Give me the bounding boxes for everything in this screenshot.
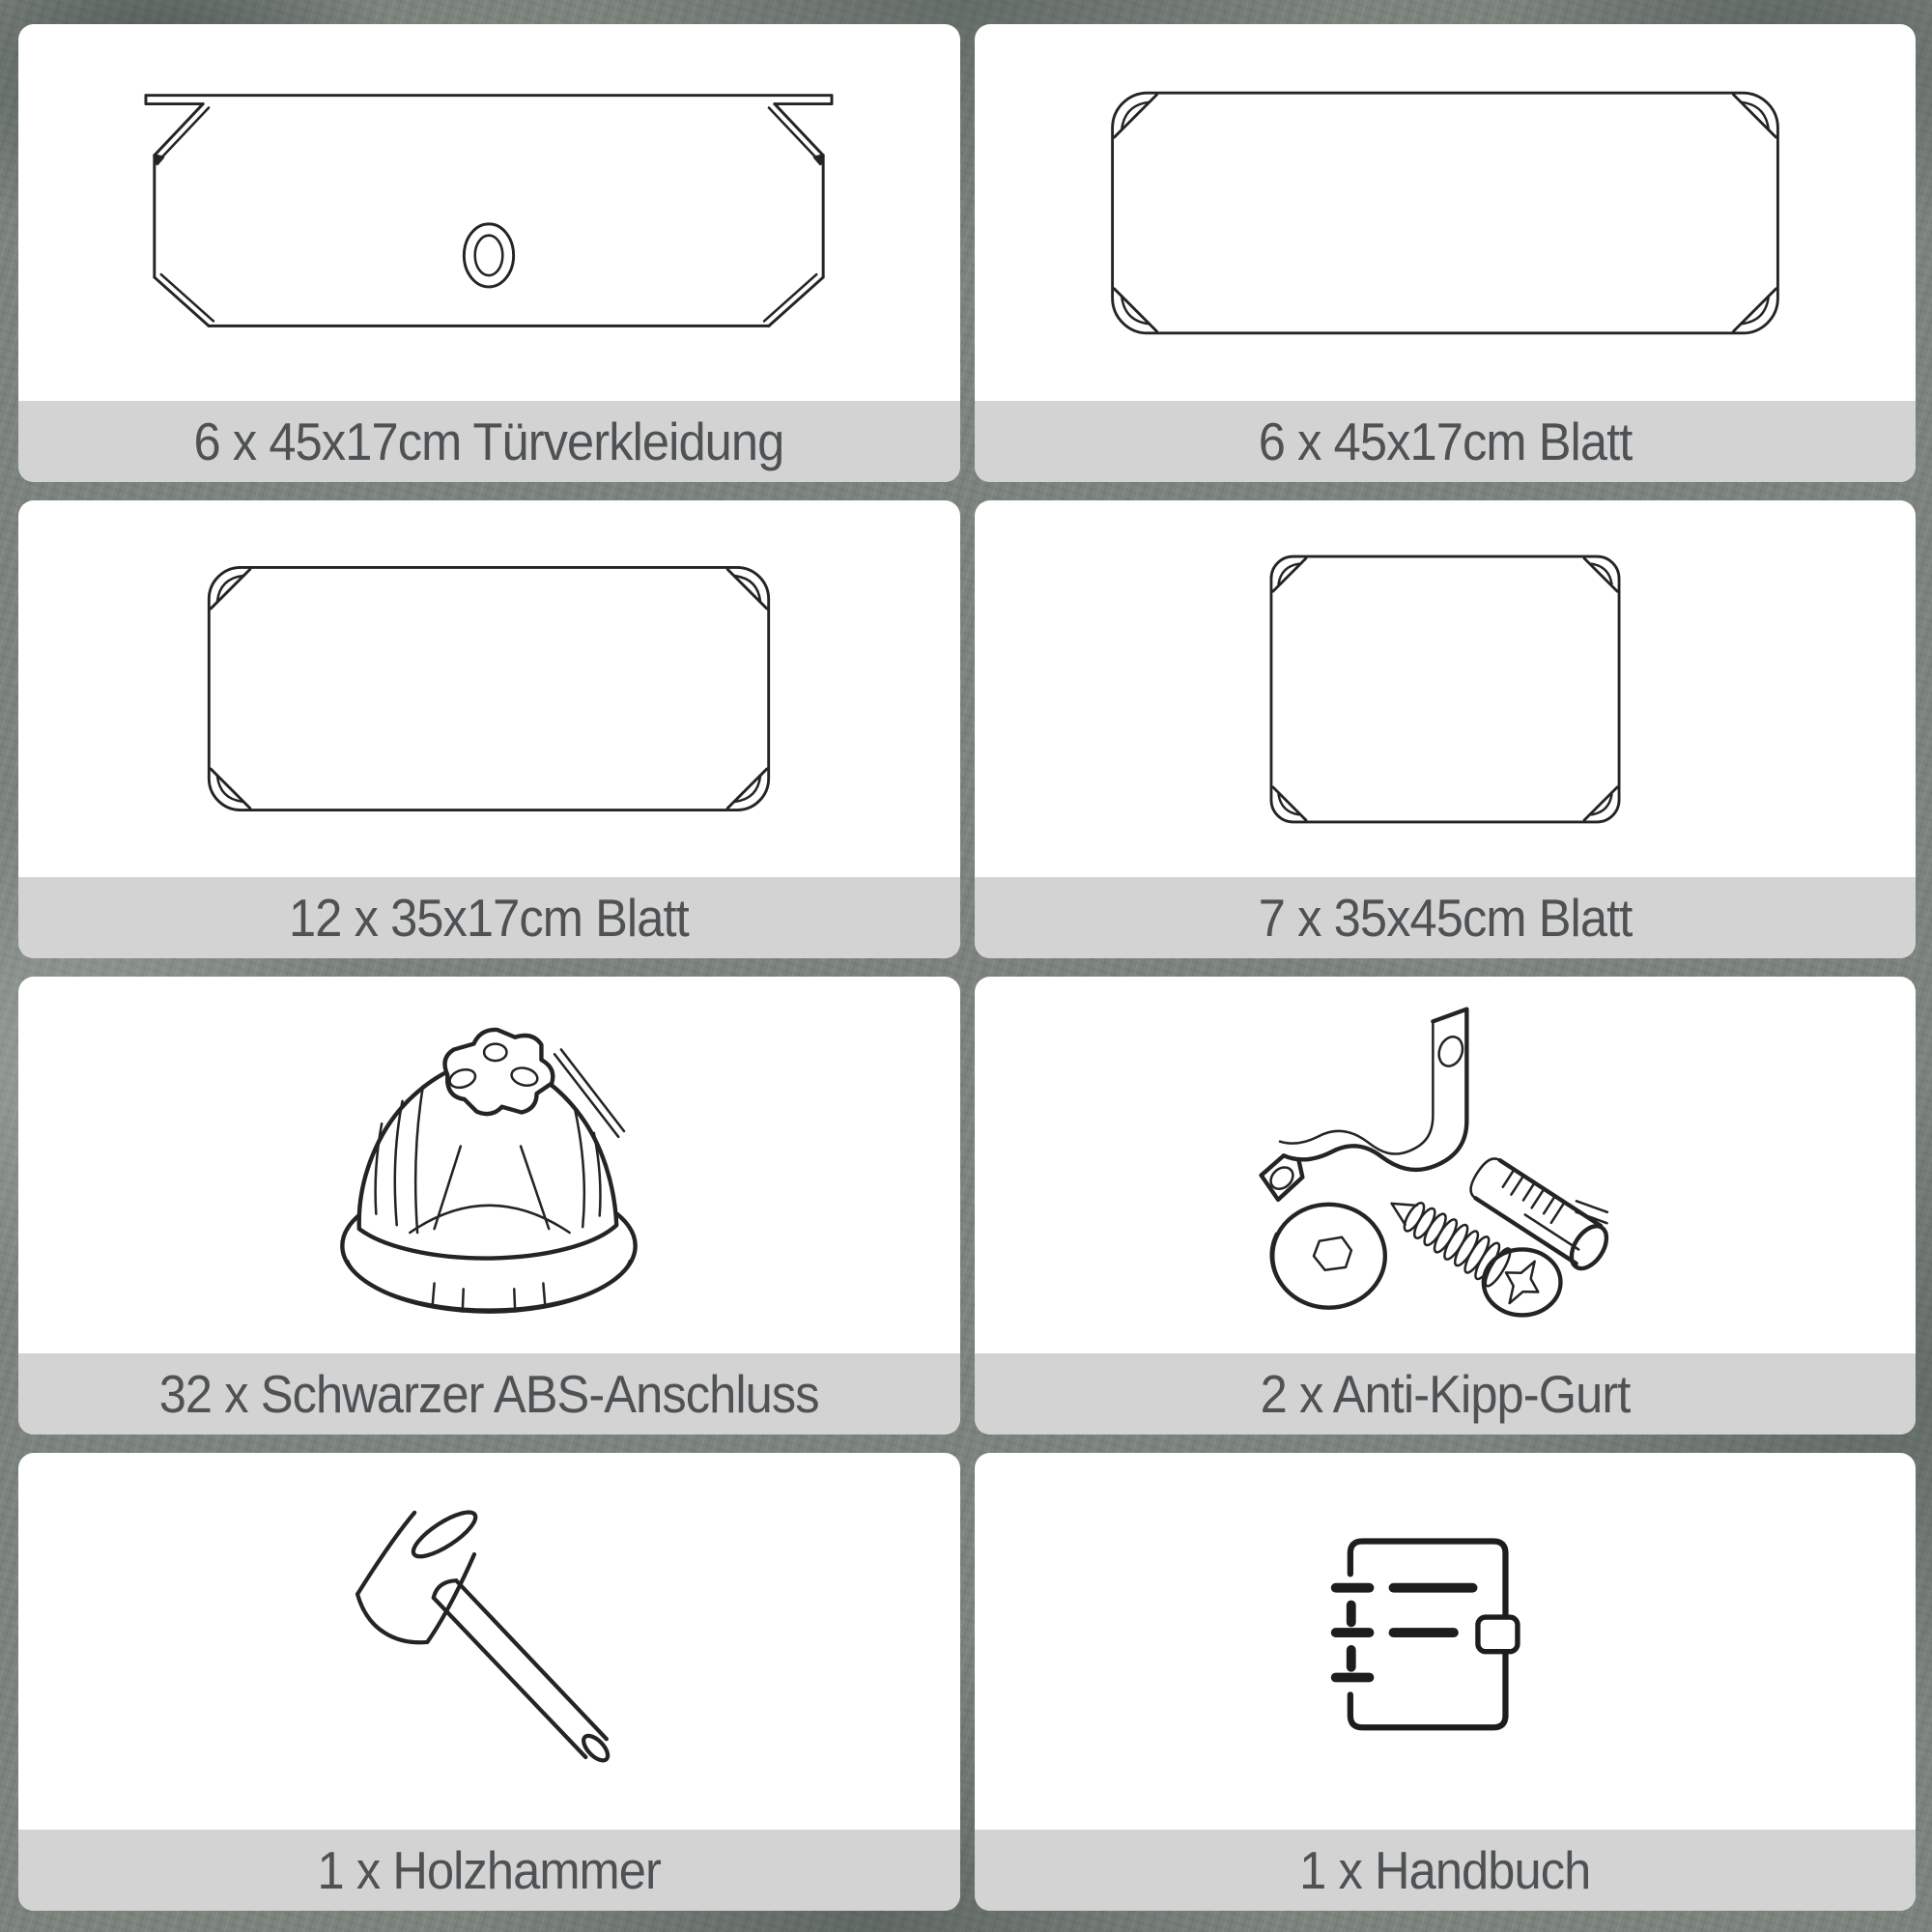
part-illustration	[18, 1453, 960, 1830]
part-card-abs-anschluss	[18, 977, 960, 1435]
part-caption-label: 1 x Holzhammer	[317, 1839, 661, 1900]
part-caption-label: 7 x 35x45cm Blatt	[1258, 887, 1633, 948]
part-caption-label: 6 x 45x17cm Blatt	[1258, 411, 1633, 471]
part-card-holzhammer	[18, 1453, 960, 1911]
wide-panel-icon	[1094, 74, 1797, 352]
part-illustration	[975, 1453, 1917, 1830]
part-card-blatt-35x17	[18, 500, 960, 958]
part-illustration	[975, 977, 1917, 1353]
part-illustration	[18, 24, 960, 401]
part-caption	[975, 401, 1917, 482]
part-illustration	[18, 977, 960, 1353]
part-caption	[975, 877, 1917, 958]
part-caption	[975, 1353, 1917, 1435]
part-caption	[18, 1353, 960, 1435]
wooden-mallet-icon	[344, 1496, 634, 1786]
part-caption-label: 12 x 35x17cm Blatt	[289, 887, 690, 948]
part-illustration	[975, 500, 1917, 877]
tall-panel-icon	[1253, 538, 1637, 840]
door-panel-icon	[127, 74, 851, 351]
part-card-handbuch	[975, 1453, 1917, 1911]
anti-tip-strap-icon	[1238, 1001, 1652, 1329]
part-caption-label: 32 x Schwarzer ABS-Anschluss	[158, 1363, 819, 1424]
part-caption-label: 1 x Handbuch	[1299, 1839, 1591, 1900]
part-caption-label: 6 x 45x17cm Türverkleidung	[193, 411, 784, 471]
part-card-blatt-35x45	[975, 500, 1917, 958]
part-illustration	[18, 500, 960, 877]
part-illustration	[975, 24, 1917, 401]
part-caption	[975, 1830, 1917, 1911]
part-caption-label: 2 x Anti-Kipp-Gurt	[1260, 1363, 1631, 1424]
abs-connector-icon	[320, 996, 658, 1334]
part-caption	[18, 877, 960, 958]
part-card-tuerverkleidung	[18, 24, 960, 482]
part-caption	[18, 1830, 960, 1911]
small-panel-icon	[190, 549, 787, 829]
part-card-blatt-45x17	[975, 24, 1917, 482]
part-card-anti-kipp-gurt	[975, 977, 1917, 1435]
manual-icon	[1324, 1529, 1566, 1753]
part-caption	[18, 401, 960, 482]
